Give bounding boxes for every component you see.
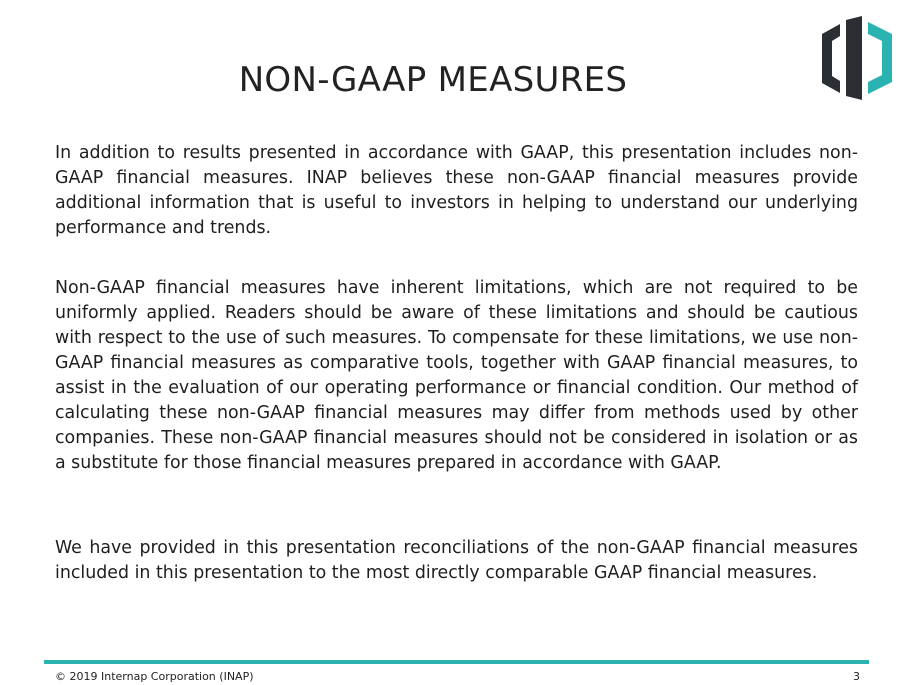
footer-divider (44, 660, 869, 664)
paragraph-limitations: Non-GAAP financial measures have inherent limitations, which are not required to be uniformly applied. Readers should be aware of these limitations and should be cautious with respect to the use of such measures. To compensate for these limitations, we use non-GAAP financial measures as comparative tools, together with GAAP financial measures, to assist in the evaluation of our operating performance or financial condition. Our method of calculating these non-GAAP financial measures may differ from methods used by other companies. These non-GAAP financial measures should not be considered in isolation or as a substitute for those financial measures prepared in accordance with GAAP. (55, 278, 858, 473)
page-title: NON-GAAP MEASURES (238, 60, 628, 100)
footer-copyright: © 2019 Internap Corporation (INAP) (55, 670, 254, 683)
paragraph-gaap-intro: In addition to results presented in accordance with GAAP, this presentation includes non-GAAP financial measures. INAP believes these non-GAAP financial measures provide additional information that is useful to investors in helping to understand our underlying performance and trends. (55, 143, 858, 238)
paragraph-reconciliations: We have provided in this presentation reconciliations of the non-GAAP financial measures included in this presentation to the most directly comparable GAAP financial measures. (55, 538, 858, 583)
page-number: 3 (853, 670, 860, 683)
